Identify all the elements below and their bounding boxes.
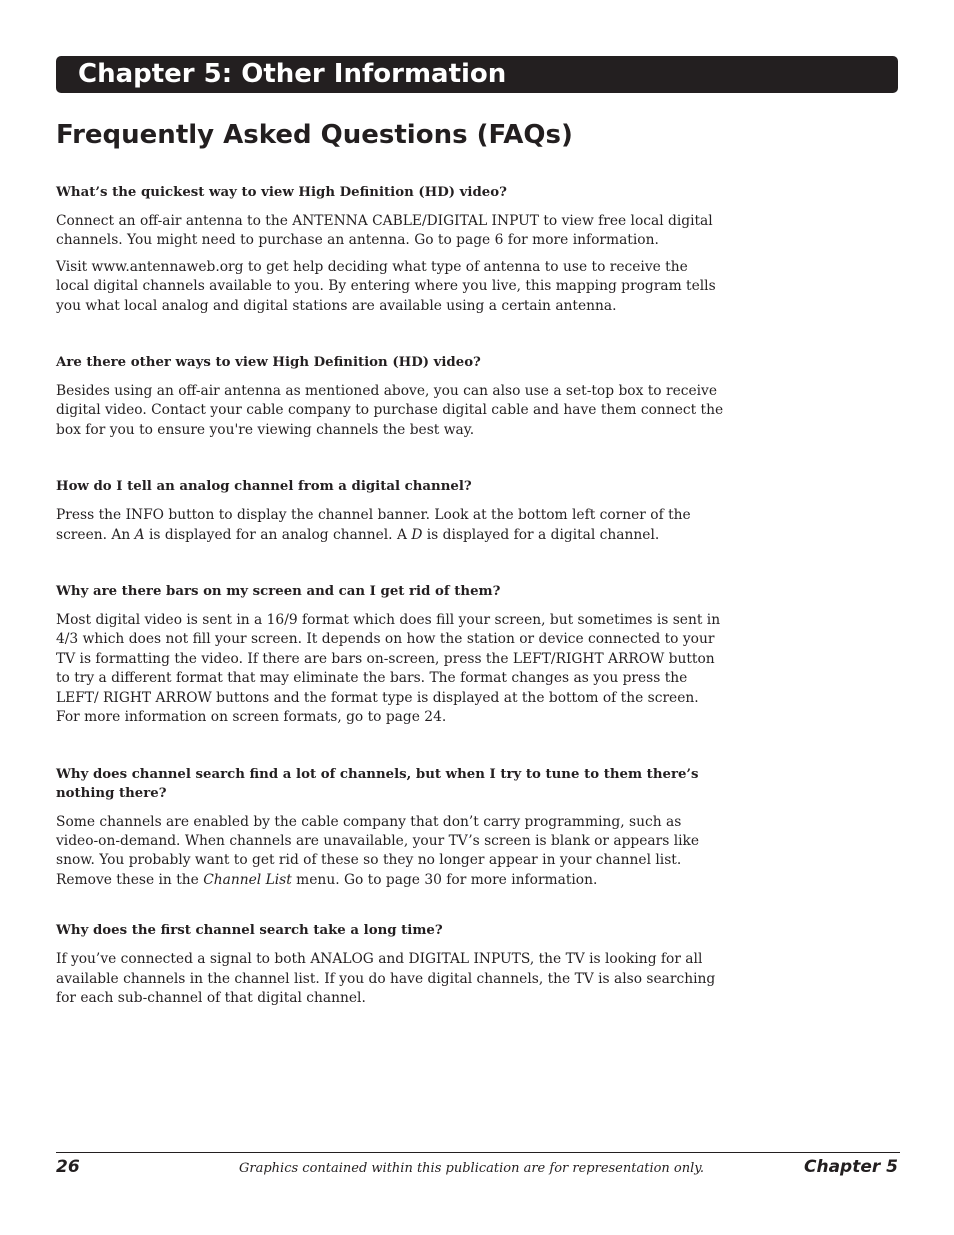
answer-text: is displayed for an analog channel. A — [144, 526, 412, 543]
footer-note: Graphics contained within this publication are for representation only. — [239, 1161, 705, 1176]
answer-text: is displayed for a digital channel. — [422, 526, 660, 543]
answer-text: Some channels are enabled by the cable company that don’t carry programming, such as video-on-demand. When channels are unavailable, your TV’s screen is blank or appears like snow. You probably want to get rid of these so they no longer appear in your channel list. Remove these in the — [56, 813, 700, 888]
answer-text: menu. Go to page 30 for more information. — [291, 871, 598, 888]
answer-text: Press the INFO button to display the channel banner. Look at the bottom left corner of the screen. An — [56, 507, 691, 543]
faq-item-hd-quickest — [56, 183, 724, 316]
page-number: 26 — [56, 1157, 80, 1177]
faq-question: Why does channel search find a lot of channels, but when I try to tune to them there’s nothing there? — [56, 766, 699, 801]
faq-answer: Visit www.antennaweb.org to get help deciding what type of antenna to use to receive the local digital channels available to you. By entering where you live, this mapping program tells you what local analog and digital stations are available using a certain antenna. — [56, 258, 716, 314]
chapter-title: Chapter 5: Other Information — [78, 59, 507, 89]
faq-item-screen-bars — [56, 582, 724, 727]
faq-item-channel-search-empty — [56, 765, 724, 891]
faq-item-analog-digital — [56, 477, 724, 545]
faq-item-first-search-time — [56, 921, 724, 1008]
footer-chapter-label: Chapter 5 — [803, 1157, 898, 1177]
page-heading: Frequently Asked Questions (FAQs) — [56, 120, 573, 150]
footer-divider — [56, 1152, 900, 1153]
faq-answer: If you’ve connected a signal to both ANALOG and DIGITAL INPUTS, the TV is looking for all available channels in the channel list. If you do have digital channels, the TV is also searching for each sub-channel of that digital channel. — [56, 951, 716, 1006]
faq-question: Why does the first channel search take a long time? — [56, 923, 443, 939]
chapter-banner — [56, 56, 898, 93]
digital-indicator: D — [411, 526, 423, 543]
faq-answer — [56, 813, 724, 891]
faq-answer — [56, 506, 724, 545]
faq-question: Why are there bars on my screen and can I get rid of them? — [56, 584, 501, 600]
faq-answer: Connect an off-air antenna to the ANTENNA CABLE/DIGITAL INPUT to view free local digital channels. You might need to purchase an antenna. Go to page 6 for more information. — [56, 213, 713, 249]
channel-list-menu-name: Channel List — [203, 871, 292, 888]
faq-answer: Most digital video is sent in a 16/9 format which does fill your screen, but sometimes is sent in 4/3 which does not fill your screen. It depends on how the station or device connected to your TV is formatting the video. If there are bars on-screen, press the LEFT/RIGHT ARROW button to try a different format that may eliminate the bars. The format changes as you press the LEFT/ RIGHT ARROW buttons and the format type is displayed at the bottom of the screen. For more information on screen formats, go to page 24. — [56, 612, 721, 726]
faq-answer: Besides using an off-air antenna as mentioned above, you can also use a set-top box to receive digital video. Contact your cable company to purchase digital cable and have them connect the box for you to ensure you're viewing channels the best way. — [56, 383, 724, 438]
analog-indicator: A — [134, 526, 145, 543]
faq-question: How do I tell an analog channel from a digital channel? — [56, 479, 472, 495]
faq-list — [56, 183, 724, 1008]
faq-question: What’s the quickest way to view High Definition (HD) video? — [56, 185, 507, 200]
faq-question: Are there other ways to view High Definition (HD) video? — [56, 355, 481, 371]
faq-item-hd-other-ways — [56, 353, 724, 440]
